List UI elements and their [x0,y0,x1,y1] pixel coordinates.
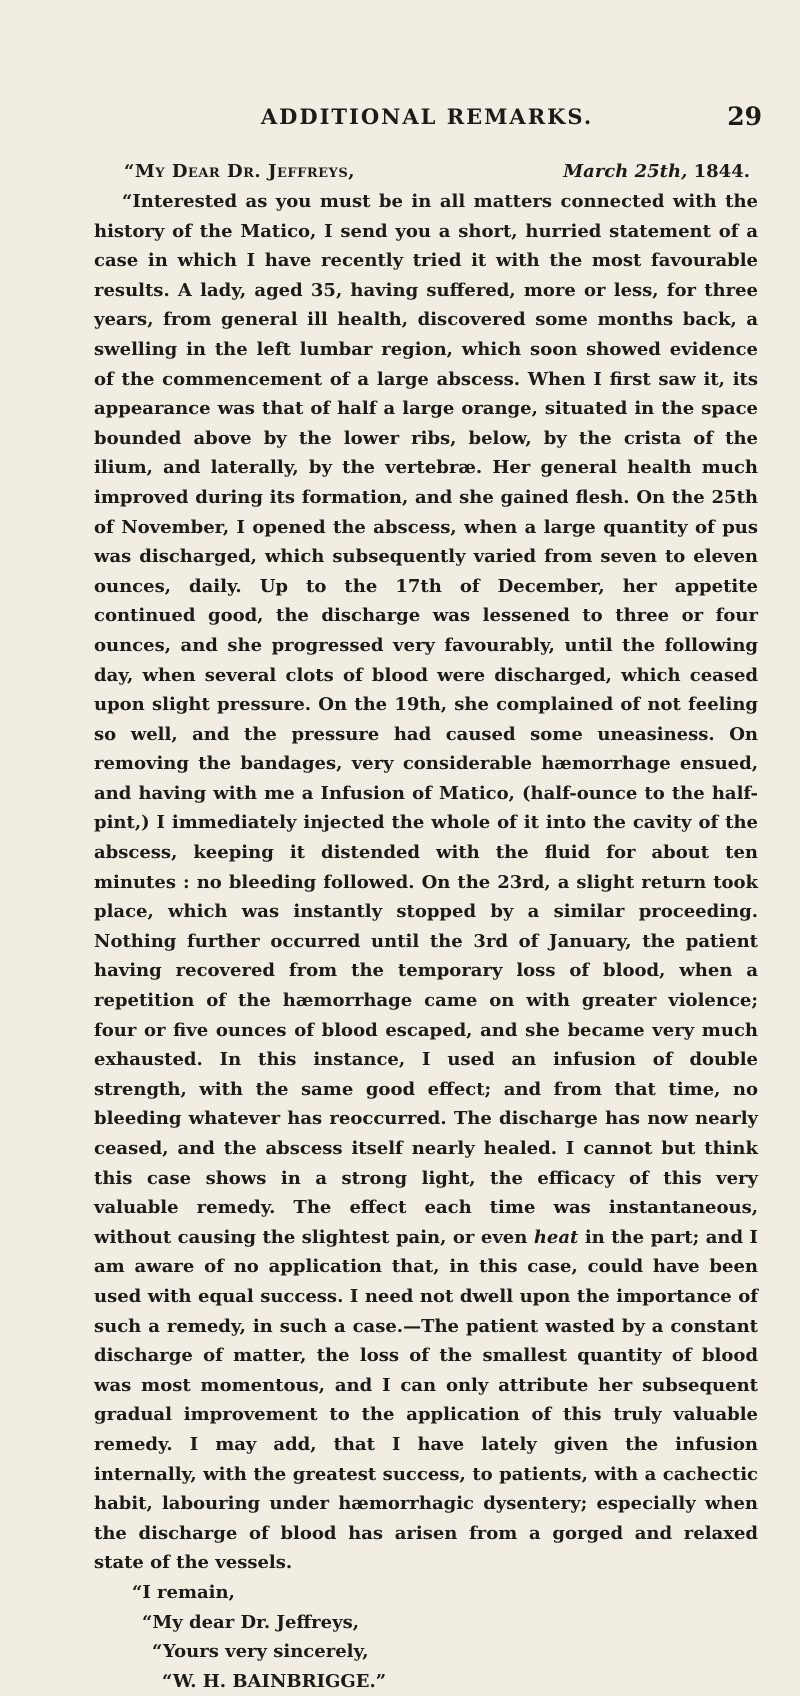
date-year: 1844. [693,161,750,182]
closing-line-1: “I remain, [132,1581,235,1603]
body-part-1: “Interested as you must be in all matters connected with the history of the Matico, I send you a short, hurried statement of a case in which I have recently tried it with the most favourable results. A lady, aged 35, having suffered, more or less, for three years, from general ill health, discovered some months back, a swelling in the left lumbar region, which soon showed evidence of the commencement of a large abscess. When I first saw it, its appearance was that of half a large orange, situated in the space bounded above by the lower ribs, below, by the crista of the ilium, and laterally, by the vertebræ. Her general health much improved during its formation, and she gained flesh. On the 25th of November, I opened the abscess, when a large quantity of pus was discharged, which subsequently varied from seven to eleven ounces, daily. Up to the 17th of December, her appetite continued good, the discharge was lessened to three or four ounces, and she progressed very favourably, until the following day, when several clots of blood were discharged, which ceased upon slight pressure. On the 19th, she complained of not feeling so well, and the pressure had caused some uneasiness. On removing the bandages, very considerable hæmorrhage ensued, and having with me a Infusion of Matico, (half-ounce to the half-pint,) I immediately injected the whole of it into the cavity of the abscess, keeping it distended with the fluid for about ten minutes : no bleeding followed. On the 23rd, a slight return took place, which was instantly stopped by a similar proceeding. Nothing further occurred until the 3rd of January, the patient having recovered from the temporary loss of blood, when a repetition of the hæmorrhage came on with greater violence; four or five ounces of blood escaped, and she became very much exhausted. In this instance, I used an infusion of double strength, with the same good effect; and from that time, no bleeding whatever has reoccurred. The discharge has now nearly ceased, and the abscess itself nearly healed. I cannot but think this case shows in a strong light, the efficacy of this very valuable remedy. The effect each time was instantaneous, without causing the slightest pain, or even [94,191,758,1248]
closing-line-3: “Yours very sincerely, [152,1641,369,1663]
page-number: 29 [727,102,762,131]
date-month: March 25th, [563,161,688,182]
letter-date [563,157,750,187]
closing-line-2: “My dear Dr. Jeffreys, [142,1611,359,1633]
salutation: “My Dear Dr. Jeffreys, [124,161,355,182]
letter-body [94,187,758,1578]
closing [94,1578,758,1696]
running-title: ADDITIONAL REMARKS. [260,104,594,129]
letter [94,157,758,1696]
running-head [92,104,762,134]
italic-word: heat [533,1226,579,1248]
signature: “W. H. BAINBRIGGE.” [162,1670,387,1692]
salutation-line [124,157,758,187]
body-part-2: in the part; and I am aware of no application that, in this case, could have been used with equal success. I need not dwell upon the importance of such a remedy, in such a case.—The patient wasted by a constant discharge of matter, the loss of the smallest quantity of blood was most momentous, and I can only attribute her subsequent gradual improvement to the application of this truly valuable remedy. I may add, that I have lately given the infusion internally, with the greatest success, to patients, with a cachectic habit, labouring under hæmorrhagic dysentery; especially when the discharge of blood has arisen from a gorged and relaxed state of the vessels. [94,1226,758,1574]
